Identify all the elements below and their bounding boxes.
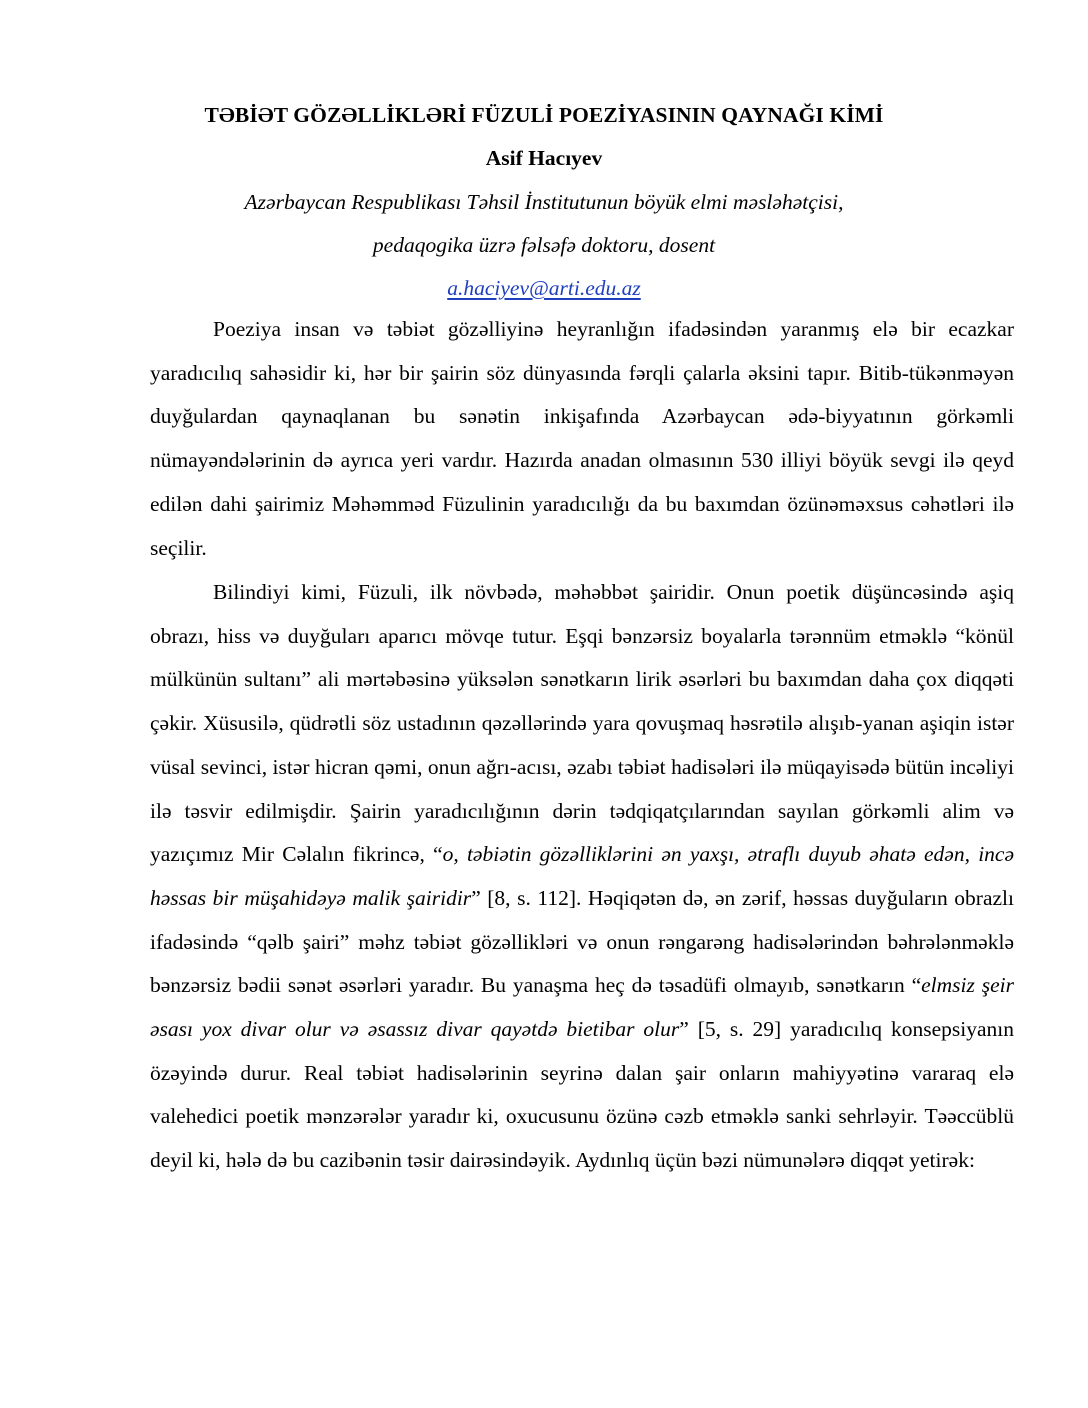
author-name: Asif Hacıyev (485, 146, 603, 170)
body-paragraph-1-container (150, 308, 1014, 570)
body-paragraph-2-container (150, 571, 1014, 1183)
body-paragraph-1: Poeziya insan və təbiət gözəlliyinə heyranlığın ifadəsindən yaranmış elə bir ecazkar yaradıcılıq sahəsidir ki, hər bir şairin söz dünyasında fərqli çalarla əksini tapır. Bitib-tükənməyən duyğulardan qaynaqlanan bu sənətin inkişafında Azərbaycan ədə-biyyatının görkəmli nümayəndələrinin də ayrıca yeri vardır. Hazırda anadan olmasının 530 illiyi böyük sevgi ilə qeyd edilən dahi şairimiz Məhəmməd Füzulinin yaradıcılığı da bu baxımdan özünəməxsus cəhətləri ilə seçilir. (150, 317, 1014, 560)
paragraph-2-text-part-1: Bilindiyi kimi, Füzuli, ilk növbədə, məhəbbət şairidir. Onun poetik düşüncəsində aşiq obrazı, hiss və duyğuları aparıcı mövqe tutur. Eşqi bənzərsiz boyalarla tərənnüm etməklə “könül mülkünün sultanı” ali mərtəbəsinə yüksələn sənətkarın lirik əsərləri bu baxımdan daha çox diqqəti çəkir. Xüsusilə, qüdrətli söz ustadının qəzəllərində yara qovuşmaq həsrətilə alışıb-yanan aşiqin istər vüsal sevinci, istər hicran qəmi, onun ağrı-acısı, əzabı təbiət hadisələri ilə müqayisədə bütün incəliyi ilə təsvir edilmişdir. Şairin yaradıcılığının dərin tədqiqatçılarından sayılan görkəmli alim və yazıçımız Mir Cəlalın fikrincə, “ (150, 580, 1014, 867)
quote-mir-celal: o, təbiətin gözəlliklərini ən yaxşı, ətraflı duyub əhatə edən, incə həssas bir müşahidəyə malik şairidir (150, 842, 1014, 910)
article-title: TƏBİƏT GÖZƏLLİKLƏRİ FÜZULİ POEZİYASININ QAYNAĞI KİMİ (204, 103, 884, 127)
body-paragraph-2 (150, 571, 1014, 1183)
author-affiliation-line-1: Azərbaycan Respublikası Təhsil İnstitutunun böyük elmi məsləhətçisi, (244, 190, 844, 214)
paragraph-2-text-part-3: ” [5, s. 29] yaradıcılıq konsepsiyanın özəyində durur. Real təbiət hadisələrinin seyrinə dalan şair onların mahiyyətinə vararaq elə valehedici poetik mənzərələr yaradır ki, oxucusunu özünə cəzb etməklə sanki sehrləyir. Təəccüblü deyil ki, hələ də bu cazibənin təsir dairəsindəyik. Aydınlıq üçün bəzi nümunələrə diqqət yetirək: (150, 1017, 1014, 1173)
author-email-link[interactable]: a.haciyev@arti.edu.az (447, 276, 641, 300)
paragraph-2-text-part-2: ” [8, s. 112]. Həqiqətən də, ən zərif, həssas duyğuların obrazlı ifadəsində “qəlb şairi” məhz təbiət gözəllikləri və onun rəngarəng hadisələrindən bəhrələnməklə bənzərsiz bədii sənət əsərləri yaradır. Bu yanaşma heç də təsadüfi olmayıb, sənətkarın “ (150, 885, 1014, 998)
author-affiliation-line-2: pedaqogika üzrə fəlsəfə doktoru, dosent (372, 233, 716, 257)
quote-fuzuli: elmsiz şeir əsası yox divar olur və əsassız divar qayətdə bietibar olur (150, 973, 1014, 1042)
